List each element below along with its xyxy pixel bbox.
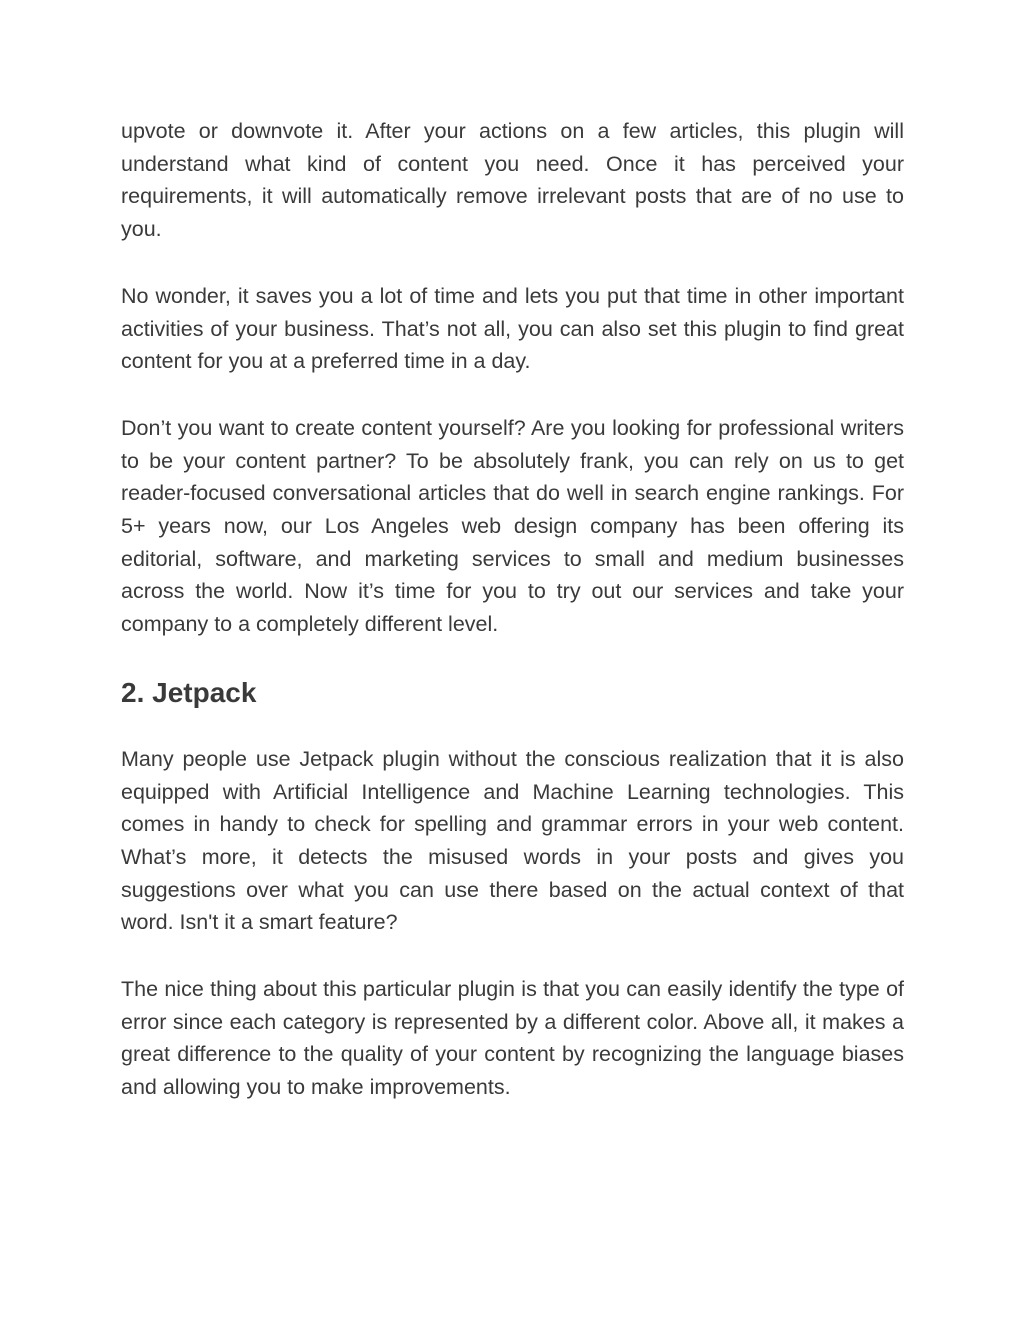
paragraph-content-partner: Don’t you want to create content yourself? Are you looking for professional writers to be your content partner? To be absolutely frank, you can rely on us to get reader-focused conversational articles that do well in search engine rankings. For 5+ years now, our Los Angeles web design company has been offering its editorial, software, and marketing services to small and medium businesses across the world. Now it’s time for you to try out our services and take your company to a completely different level. — [121, 415, 904, 637]
document-page — [121, 115, 904, 1138]
paragraph-error-categories: The nice thing about this particular plugin is that you can easily identify the type of error since each category is represented by a different color. Above all, it makes a great difference to the quality of your content by recognizing the language biases and allowing you to make improvements. — [121, 977, 904, 1100]
paragraph-saves-time: No wonder, it saves you a lot of time and lets you put that time in other important activities of your business. That’s not all, you can also set this plugin to find great content for you at a preferred time in a day. — [121, 283, 904, 374]
section-heading-jetpack: 2. Jetpack — [121, 676, 257, 708]
paragraph-jetpack-ai: Many people use Jetpack plugin without the conscious realization that it is also equipped with Artificial Intelligence and Machine Learning technologies. This comes in handy to check for spelling and grammar errors in your web content. What’s more, it detects the misused words in your posts and gives you suggestions over what you can use there based on the actual context of that word. Isn't it a smart feature? — [121, 746, 904, 935]
paragraph-upvote-downvote: upvote or downvote it. After your actions on a few articles, this plugin will understand what kind of content you need. Once it has perceived your requirements, it will automatically remove irrelevant posts that are of no use to you. — [121, 119, 904, 242]
